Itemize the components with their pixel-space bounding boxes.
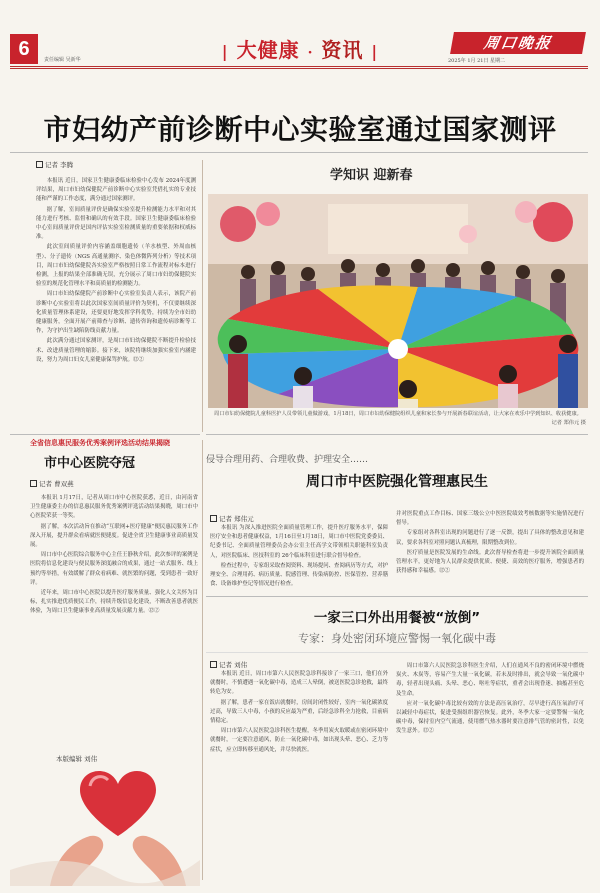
photo-illustration xyxy=(208,194,588,408)
right-paragraph: 检查过程中，专家组采取查阅资料、现场提问、查阅病历等方式，对护理安全、合理用药、病历质量、院感管理、传染病防控、医保管控、营养膳食、设备维护登记等情况进行检查。 xyxy=(210,562,388,588)
bottom-body-col2 xyxy=(396,662,584,738)
photo-title: 学知识 迎新春 xyxy=(330,168,413,183)
header-rule xyxy=(10,66,588,67)
right-paragraph xyxy=(396,549,584,577)
heart-hands-decoration xyxy=(10,750,200,886)
bottom-paragraph: 周口市第六人民医院急诊科医生提醒，冬季用炭火取暖或在密闭环境中就餐时，一定要注意通风，防止一氧化碳中毒，如出现头晕、恶心、乏力等症状，应立即转移至通风处，并尽快就医。 xyxy=(210,728,388,753)
left-body xyxy=(30,494,198,617)
left-byline: 记者 曹双燕 xyxy=(30,479,198,488)
left-kicker: 全省信息惠民服务优秀案例评选活动结果揭晓 xyxy=(30,438,170,447)
bottom-subtitle: 专家：身处密闭环境应警惕一氧化碳中毒 xyxy=(298,632,496,645)
section-title-sub: 资讯 xyxy=(321,38,364,62)
right-paragraph-text: 医疗质量是医院发展的生命线。此次督导检查将进一步提升该院全面质量管理水平，更好地为人民群众提供优质、便捷、高效的医疗服务，增强患者的获得感和幸福感。 xyxy=(396,549,584,575)
main-paragraph-text: 此次满分通过国家测评，是周口市妇幼保健院不断提升检验技术、改进质量管理的缩影。接下来，该院将继续加强实验室内涵建设，努力为周口妇女儿童健康保驾护航。 xyxy=(36,338,196,363)
bottom-section-rule xyxy=(206,596,588,597)
editor-line: 责任编辑 吴新华 xyxy=(44,57,81,63)
bottom-paragraph-text: 应对一氧化碳中毒比较有效的方法是高压氧治疗，尽早进行高压氧治疗可以减轻中毒症状，促进受损组织器官恢复。此外，冬季大家一定要警惕一氧化碳中毒，保持室内空气流通，使用燃气热水器时要注意排气管的密封性，以免发生意外。 xyxy=(396,700,584,735)
bottom-body-col1 xyxy=(210,670,388,756)
right-byline: 记者 郑伟元 xyxy=(210,514,254,523)
header-rule-thin xyxy=(10,68,588,69)
section-title-main: 大健康 xyxy=(236,38,300,62)
page-number: 6 xyxy=(10,34,38,64)
main-byline: 记者 李腾 xyxy=(36,160,196,169)
main-body xyxy=(36,177,196,365)
column-divider xyxy=(202,440,203,880)
column-divider xyxy=(202,160,203,432)
photo-caption xyxy=(214,410,586,427)
newspaper-logo: 周口晚报 xyxy=(450,32,586,54)
bottom-paragraph: 据了解，患者一家在饭店就餐时，房间封闭性较好，室内一氧化碳浓度过高，导致三人中毒，小孩的反应最为严重，后经急诊科全力抢救，目前病情稳定。 xyxy=(210,699,388,725)
main-paragraph: 此次室间质量评价内容涵盖细胞遗传（羊水核型、外周血核型）、分子遗传（NGS 高通量测序、染色体微阵列分析）等技术项目，周口市妇幼保健院各实验室严格按照日常工作流程对标本进行检测，上报的结果全部准确无误，充分展示了周口市妇幼保健院实验室的规范化管理水平和高质量的检测能力。 xyxy=(36,244,196,288)
right-body-col1 xyxy=(210,524,388,590)
right-headline: 周口市中医院强化管理惠民生 xyxy=(306,474,488,490)
photo-caption-text: 周口市妇幼保健院儿童科医护人员带领儿童做游戏，1月18日，周口市妇幼保健院组织儿童和家长参与开展新春联谊活动，让大家在欢乐中学到知识、收获健康。 xyxy=(214,411,582,417)
bottom-header xyxy=(206,606,588,646)
headline-rule xyxy=(10,152,588,153)
right-section-rule xyxy=(206,434,588,435)
right-paragraph: 并对医院重点工作目标、国家三级公立中医医院绩效考核数据等实施情况进行督导。 xyxy=(396,511,584,527)
bottom-paragraph: 周口市第六人民医院急诊科医生介绍，人们在通风不良的密闭环境中燃烧炭火、木炭等，容易产生大量一氧化碳，若未及时排出，就会导致一氧化碳中毒，轻者出现头痛、头晕、恶心、呕吐等症状，重者会出现昏迷、抽搐甚至危及生命。 xyxy=(396,663,584,697)
main-headline: 市妇幼产前诊断中心实验室通过国家测评 xyxy=(43,113,557,146)
main-paragraph xyxy=(36,337,196,365)
left-headline: 市中心医院夺冠 xyxy=(44,456,136,471)
right-header xyxy=(206,452,588,491)
right-body-col2 xyxy=(396,510,584,577)
bottom-paragraph xyxy=(396,700,584,737)
date-line: 2025年 1月 21日 星期二 xyxy=(448,58,506,64)
left-paragraph-text: 近年来，周口市中心医院以提升医疗服务质量、强化人文关怀为目标，扎实推进优质便民工作，持续升级信息化建设，不断改善患者就医体验，为周口卫生健康事业高质量发展贡献力量。 xyxy=(30,590,198,615)
bottom-headline: 一家三口外出用餐被“放倒” xyxy=(313,610,481,626)
right-paragraph: 本报讯 为深入推进医院全面质量管理工作，提升医疗服务水平，保障医疗安全和患者健康权益，1月16日至1月18日，周口市中医院党委委员、纪委书记、全面质量管理委员会办公室主任高学文带领相关职能科室负责人，对医院临床、医技科室的 26个临床科室进行联合督导检查。 xyxy=(210,525,388,559)
right-paragraph: 专家组对各科室出现的问题进行了逐一反馈，提出了具体的整改意见和建议，要求各科室对照问题认真梳理，限期整改到位。 xyxy=(396,530,584,546)
bottom-end-mark: ⑫② xyxy=(422,728,434,735)
main-paragraph: 本报讯 近日，国家卫生健康委临床检验中心发布 2024年度测评结果，周口市妇幼保健院产前诊断中心实验室凭借扎实的专业技能和严谨的工作态度，满分通过国家测评。 xyxy=(36,178,196,203)
main-paragraph: 周口市妇幼保健院产前诊断中心实验室负责人表示，该院产前诊断中心实验室将以此次国家室间质量评价为契机，不仅要继续深化质量管理体系建设，还要更好地发挥学科优势，持续为全市妇幼健康服务，全面开展产前筛查与诊断、遗传咨询和遗传病诊断等工作，为守护出生缺陷防线贡献力量。 xyxy=(36,291,196,335)
left-paragraph: 据了解，本次活动旨在推动“互联网+医疗健康”便民惠民服务工作深入开展，提升群众看病就医便捷度。促进全省卫生健康事业高质量发展。 xyxy=(30,523,198,549)
footer-editor: 本版编辑 刘伟 xyxy=(56,755,98,763)
right-end-mark: ⑫② xyxy=(439,568,450,575)
bottom-paragraph: 本报讯 近日，周口市第六人民医院急诊科接诊了一家三口，他们在外就餐时，不慎遭遇一氧化碳中毒，造成三人晕倒，被送医院急诊抢救，最终转危为安。 xyxy=(210,671,388,696)
left-section-rule xyxy=(10,434,200,435)
main-article xyxy=(36,160,196,366)
left-paragraph: 周口市中心医院综合服务中心主任王静秋介绍，此次参评的案例是医院将信息化建设与便民服务深度融合的成果，通过一站式服务、线上预约等举措，有效缓解了群众看病难、就医繁的问题，受到患者一致好评。 xyxy=(30,552,198,586)
main-paragraph: 据了解，室间质量评价是确保实验室提升检测能力水平和对其能力进行考核、监督和确认的有效手段。国家卫生健康委临床检验中心室间质量评价是国内评估实验室检测质量的重要依据和权威标准。 xyxy=(36,206,196,241)
main-end-mark: ⑫② xyxy=(133,356,144,363)
photo-credit: 记者 郑伟元 摄 xyxy=(551,419,586,426)
left-end-mark: ⑫② xyxy=(148,608,160,615)
heart-icon xyxy=(10,750,200,886)
section-title: | 大健康 · 资讯 | xyxy=(221,38,379,62)
left-paragraph: 本报讯 1月17日，记者从周口市中心医院获悉，近日，由河南省卫生健康委主办的信息惠民服务优秀案例评选活动结果揭晓，周口市中心医院荣获一等奖。 xyxy=(30,495,198,520)
left-article xyxy=(30,438,198,618)
bottom-byline: 记者 刘伟 xyxy=(210,660,247,669)
right-kicker: 侵导合理用药、合理收费、护理安全…… xyxy=(206,455,369,465)
photo-kids-parachute-game xyxy=(208,194,588,408)
bottom-header-rule xyxy=(206,652,588,653)
left-paragraph xyxy=(30,589,198,617)
